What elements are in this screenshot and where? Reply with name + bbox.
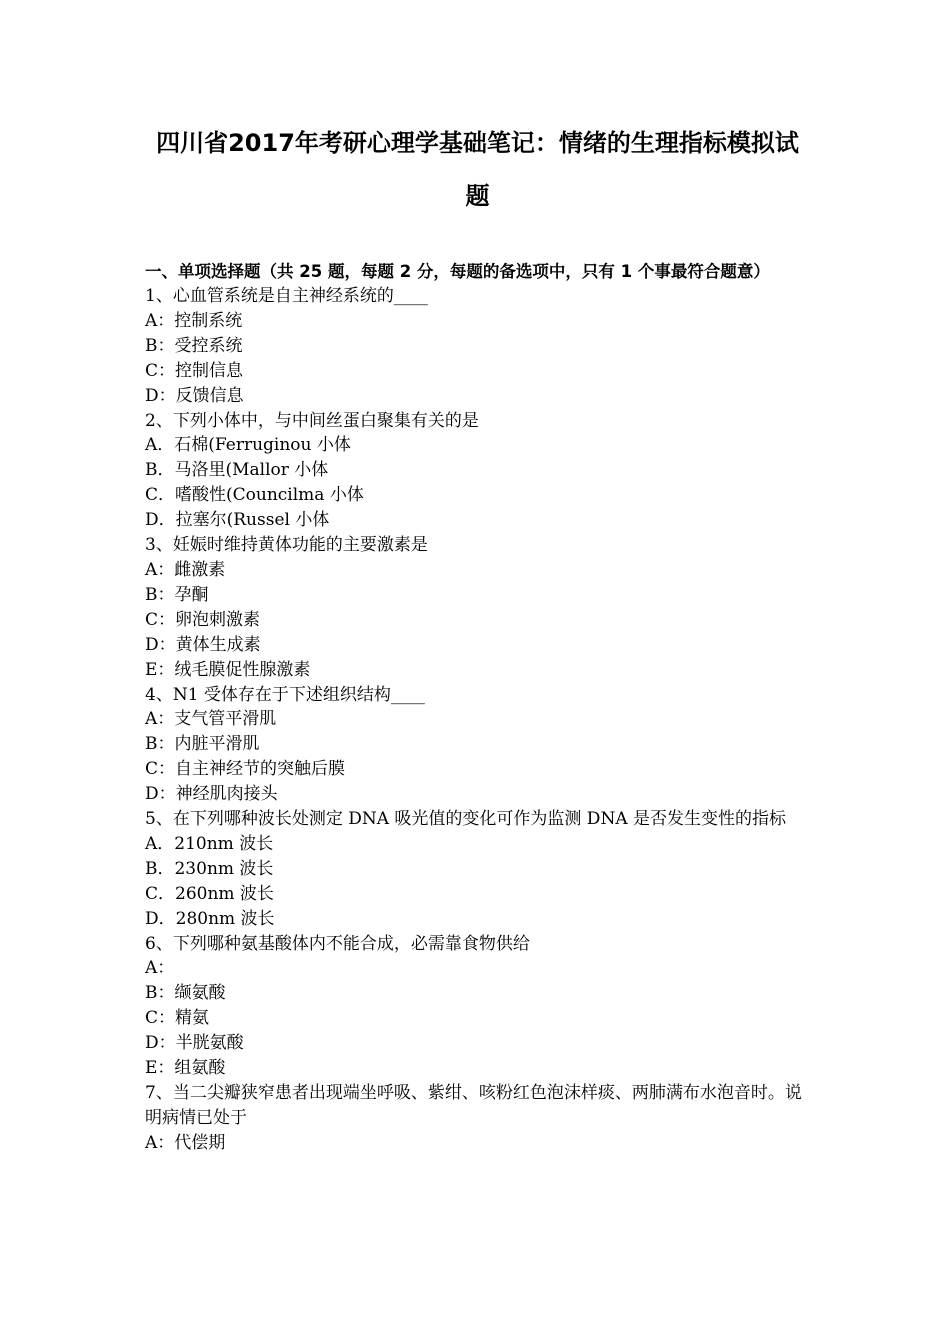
question-stem: 5、在下列哪种波长处测定 DNA 吸光值的变化可作为监测 DNA 是否发生变性的指标 bbox=[145, 809, 786, 830]
answer-option: A：控制系统 bbox=[145, 310, 243, 331]
answer-option: B：内脏平滑肌 bbox=[145, 734, 260, 755]
answer-option: B．230nm 波长 bbox=[145, 858, 274, 879]
answer-option: D：反馈信息 bbox=[145, 385, 244, 406]
answer-option: C：精氨 bbox=[145, 1008, 210, 1029]
answer-option: C．嗜酸性(Councilma 小体 bbox=[145, 485, 364, 506]
answer-option: C：卵泡刺激素 bbox=[145, 609, 261, 630]
answer-option: A：代偿期 bbox=[145, 1132, 226, 1153]
answer-option: B：缬氨酸 bbox=[145, 983, 226, 1004]
answer-option: D：半胱氨酸 bbox=[145, 1033, 244, 1054]
answer-option: E：绒毛膜促性腺激素 bbox=[145, 659, 311, 680]
question-stem: 2、下列小体中，与中间丝蛋白聚集有关的是 bbox=[145, 410, 479, 431]
question-stem: 7、当二尖瓣狭窄患者出现端坐呼吸、紫绀、咳粉红色泡沫样痰、两肺满布水泡音时。说明病情已处于 bbox=[145, 1083, 802, 1128]
document-title: 四川省2017年考研心理学基础笔记：情绪的生理指标模拟试题 bbox=[156, 129, 799, 210]
question-stem: 1、心血管系统是自主神经系统的____ bbox=[145, 286, 428, 306]
question-stem: 3、妊娠时维持黄体功能的主要激素是 bbox=[145, 535, 428, 556]
answer-option: D：黄体生成素 bbox=[145, 634, 261, 655]
question-stem: 4、N1 受体存在于下述组织结构____ bbox=[145, 684, 425, 705]
question-stem: 6、下列哪种氨基酸体内不能合成，必需靠食物供给 bbox=[145, 933, 530, 954]
answer-option: B．马洛里(Mallor 小体 bbox=[145, 460, 329, 481]
answer-option: C．260nm 波长 bbox=[145, 883, 274, 904]
question-list bbox=[145, 284, 810, 1156]
section-heading: 一、单项选择题（共 25 题，每题 2 分，每题的备选项中，只有 1 个事最符合题意） bbox=[145, 262, 770, 281]
answer-option: A．石棉(Ferruginou 小体 bbox=[145, 435, 351, 456]
document-page bbox=[145, 0, 810, 1156]
answer-option: A：支气管平滑肌 bbox=[145, 709, 277, 730]
answer-option: D：神经肌肉接头 bbox=[145, 784, 278, 805]
answer-option: C：控制信息 bbox=[145, 360, 244, 381]
answer-option: C：自主神经节的突触后膜 bbox=[145, 759, 346, 780]
answer-option: B：孕酮 bbox=[145, 584, 209, 605]
answer-option: A： bbox=[145, 958, 175, 979]
answer-option: D．拉塞尔(Russel 小体 bbox=[145, 510, 330, 531]
answer-option: A：雌激素 bbox=[145, 559, 226, 580]
answer-option: E：组氨酸 bbox=[145, 1058, 226, 1079]
answer-option: B：受控系统 bbox=[145, 335, 243, 356]
answer-option: A．210nm 波长 bbox=[145, 833, 274, 854]
answer-option: D．280nm 波长 bbox=[145, 908, 275, 929]
